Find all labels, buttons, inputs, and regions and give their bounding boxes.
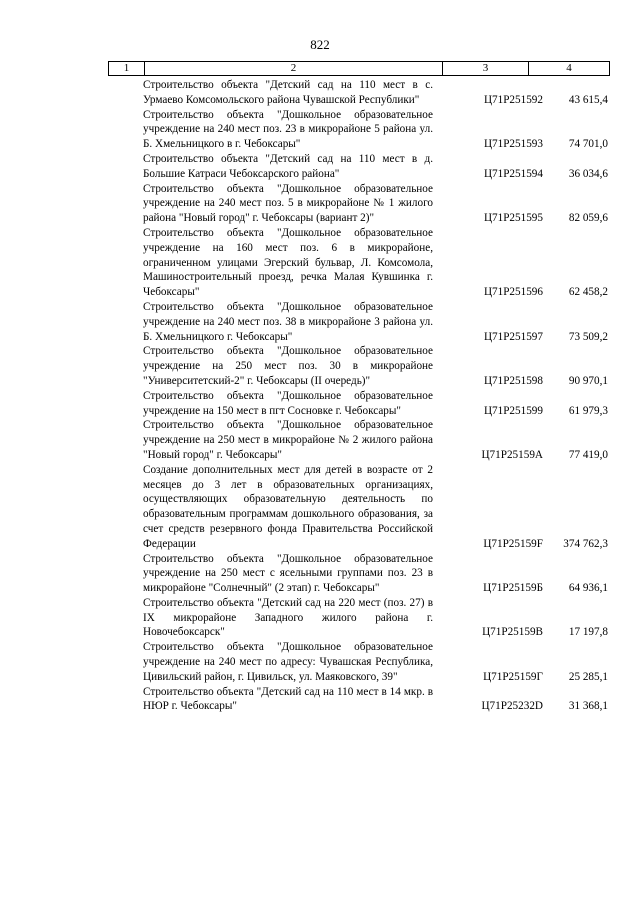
table-row [143, 108, 608, 152]
row-code: Ц71Р251596 [483, 286, 543, 299]
row-amount: 61 979,3 [568, 404, 608, 417]
row-description: Строительство объекта "Детский сад на 110 мест в с. Урмаево Комсомольского района Чувашской Республики" [143, 79, 433, 106]
row-amount: 77 419,0 [568, 448, 608, 461]
row-amount: 43 615,4 [568, 93, 608, 106]
table-header [108, 61, 610, 76]
table-row [143, 300, 608, 344]
row-code: Ц71Р25159Г [483, 670, 543, 683]
table-row [143, 344, 608, 388]
row-code: Ц71Р251598 [483, 374, 543, 387]
row-description: Строительство объекта "Дошкольное образовательное учреждение на 250 мест поз. 30 в микрорайоне "Университетский-2" г. Чебоксары (II очередь)" [143, 345, 433, 387]
row-amount: 17 197,8 [568, 626, 608, 639]
row-amount: 25 285,1 [568, 670, 608, 683]
row-code: Ц71Р251595 [483, 212, 543, 225]
row-description: Строительство объекта "Дошкольное образовательное учреждение на 240 мест по адресу: Чувашская Республика, Цивильский район, г. Цивильск, ул. Маяковского, 39" [143, 641, 433, 683]
header-col-1: 1 [109, 62, 145, 75]
table-row [143, 389, 608, 419]
row-code: Ц71Р251592 [483, 93, 543, 106]
row-description: Строительство объекта "Дошкольное образовательное учреждение на 250 мест с ясельными группами поз. 23 в микрорайоне "Солнечный" (2 этап) г. Чебоксары" [143, 552, 433, 595]
row-description: Строительство объекта "Детский сад на 110 мест в д. Большие Катраси Чебоксарского района" [143, 152, 433, 180]
row-amount: 62 458,2 [568, 286, 608, 299]
row-amount: 74 701,0 [568, 138, 608, 151]
row-description: Строительство объекта "Дошкольное образовательное учреждение на 160 мест поз. 6 в микрорайоне, ограниченном улицами Эгерский бульвар, Л. Комсомола, Машиностроительный проезд, речка Малая Кувшинка г. Чебоксары" [143, 226, 433, 299]
table-row [143, 152, 608, 182]
table-row [143, 685, 608, 715]
header-col-4: 4 [566, 62, 572, 74]
row-amount: 90 970,1 [568, 374, 608, 387]
row-amount: 73 509,2 [568, 330, 608, 343]
row-code: Ц71Р25159F [483, 537, 543, 550]
table-row [143, 78, 608, 108]
row-description: Строительство объекта "Детский сад на 110 мест в 14 мкр. в НЮР г. Чебоксары" [143, 685, 433, 713]
row-amount: 31 368,1 [568, 700, 608, 713]
row-code: Ц71Р25159Б [483, 582, 543, 595]
header-col-3: 3 [443, 62, 529, 75]
row-amount: 374 762,3 [563, 537, 608, 550]
table-body [143, 78, 608, 714]
header-col-2: 2 [145, 62, 443, 75]
page-number: 822 [310, 37, 330, 52]
row-description: Строительство объекта "Дошкольное образовательное учреждение на 150 мест в пгт Сосновке г. Чебоксары" [143, 389, 433, 417]
row-amount: 82 059,6 [568, 212, 608, 225]
row-description: Строительство объекта "Дошкольное образовательное учреждение на 250 мест в микрорайоне № 2 жилого района "Новый город" г. Чебоксары" [143, 419, 433, 461]
table-row [143, 640, 608, 684]
table-row [143, 463, 608, 552]
row-code: Ц71Р251597 [483, 330, 543, 343]
row-description: Строительство объекта "Детский сад на 220 мест (поз. 27) в IX микрорайоне Западного жилого района г. Новочебоксарск" [143, 596, 433, 639]
row-description: Строительство объекта "Дошкольное образовательное учреждение на 240 мест поз. 23 в микрорайоне 5 района ул. Б. Хмельницкого в г. Чебоксары" [143, 108, 433, 151]
row-description: Строительство объекта "Дошкольное образовательное учреждение на 240 мест поз. 38 в микрорайоне 3 района ул. Б. Хмельницкого г. Чебоксары" [143, 300, 433, 343]
row-code: Ц71Р251594 [483, 167, 543, 180]
row-description: Строительство объекта "Дошкольное образовательное учреждение на 240 мест поз. 5 в микрорайоне № 1 жилого района "Новый город" г. Чебоксары (вариант 2)" [143, 182, 433, 225]
table-row [143, 418, 608, 462]
row-code: Ц71Р251599 [483, 404, 543, 417]
row-code: Ц71Р251593 [483, 138, 543, 151]
row-amount: 36 034,6 [568, 167, 608, 180]
table-row [143, 182, 608, 226]
row-amount: 64 936,1 [568, 582, 608, 595]
table-row [143, 596, 608, 640]
row-code: Ц71Р25232D [481, 700, 543, 713]
row-code: Ц71Р25159В [482, 626, 543, 639]
row-code: Ц71Р25159А [481, 448, 543, 461]
table-row [143, 226, 608, 300]
table-row [143, 552, 608, 596]
row-description: Создание дополнительных мест для детей в возрасте от 2 месяцев до 3 лет в образовательных организациях, осуществляющих образовательную деятельность по образовательным программам дошкольного образования, за счет средств резервного фонда Правительства Российской Федерации [143, 463, 433, 550]
